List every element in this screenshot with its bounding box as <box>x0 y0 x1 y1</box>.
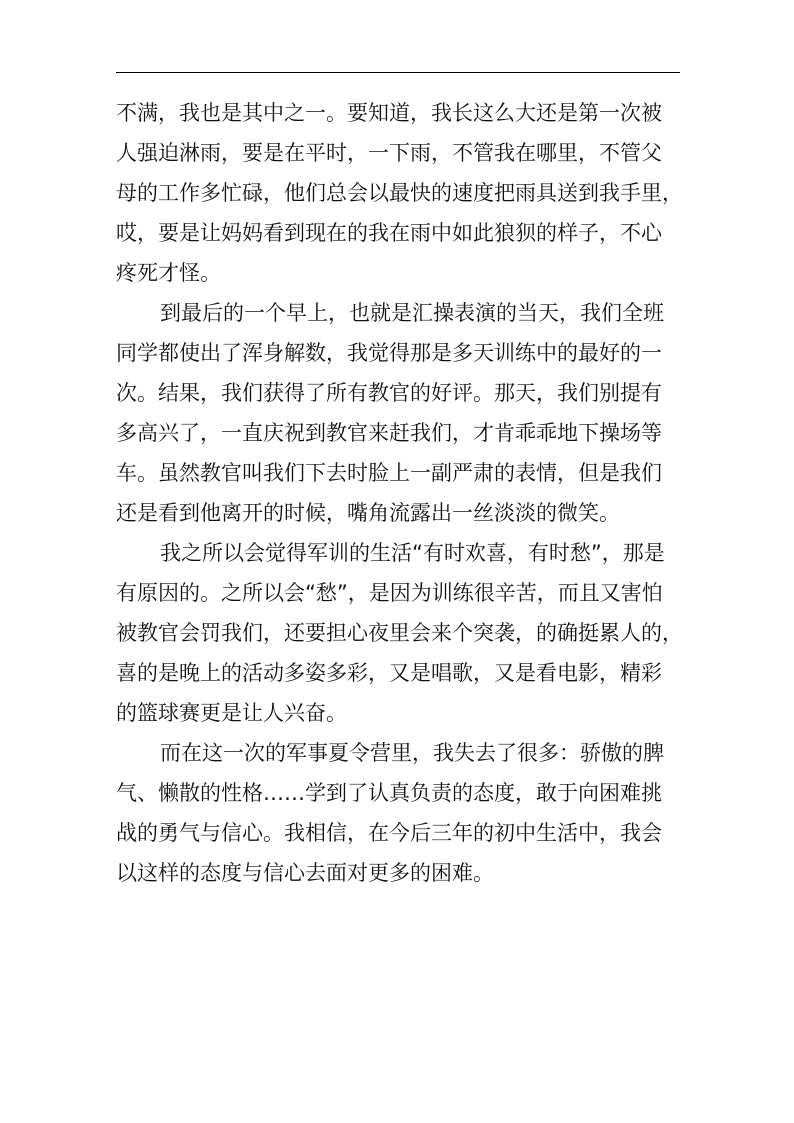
text-line: 我之所以会觉得军训的生活“有时欢喜，有时愁”，那是 <box>160 541 665 565</box>
text-line: 多高兴了，一直庆祝到教官来赶我们，才肯乖乖地下操场等 <box>116 421 662 445</box>
text-line: 不满，我也是其中之一。要知道，我长这么大还是第一次被 <box>116 101 662 125</box>
text-line: 而在这一次的军事夏令营里，我失去了很多：骄傲的脾 <box>160 741 664 765</box>
header-rule <box>116 72 680 73</box>
text-line: 气、懒散的性格……学到了认真负责的态度，敢于向困难挑 <box>116 781 662 805</box>
text-line: 还是看到他离开的时候，嘴角流露出一丝淡淡的微笑。 <box>116 501 620 525</box>
text-line: 同学都使出了浑身解数，我觉得那是多天训练中的最好的一 <box>116 341 662 365</box>
document-body <box>116 93 684 893</box>
text-line: 车。虽然教官叫我们下去时脸上一副严肃的表情，但是我们 <box>116 461 662 485</box>
text-line: 疼死才怪。 <box>116 261 221 285</box>
text-line: 被教官会罚我们，还要担心夜里会来个突袭，的确挺累人的， <box>116 621 683 645</box>
text-line: 以这样的态度与信心去面对更多的困难。 <box>116 861 494 885</box>
text-line: 人强迫淋雨，要是在平时，一下雨，不管我在哪里，不管父 <box>116 141 662 165</box>
text-line: 母的工作多忙碌，他们总会以最快的速度把雨具送到我手里， <box>116 181 683 205</box>
text-line: 的篮球赛更是让人兴奋。 <box>116 701 347 725</box>
text-line: 到最后的一个早上，也就是汇操表演的当天，我们全班 <box>160 301 664 325</box>
text-line: 次。结果，我们获得了所有教官的好评。那天，我们别提有 <box>116 381 662 405</box>
text-line: 喜的是晚上的活动多姿多彩，又是唱歌，又是看电影，精彩 <box>116 661 662 685</box>
text-line: 哎，要是让妈妈看到现在的我在雨中如此狼狈的样子，不心 <box>116 221 662 245</box>
text-line: 战的勇气与信心。我相信，在今后三年的初中生活中，我会 <box>116 821 662 845</box>
text-line: 有原因的。之所以会“愁”，是因为训练很辛苦，而且又害怕 <box>116 581 663 605</box>
